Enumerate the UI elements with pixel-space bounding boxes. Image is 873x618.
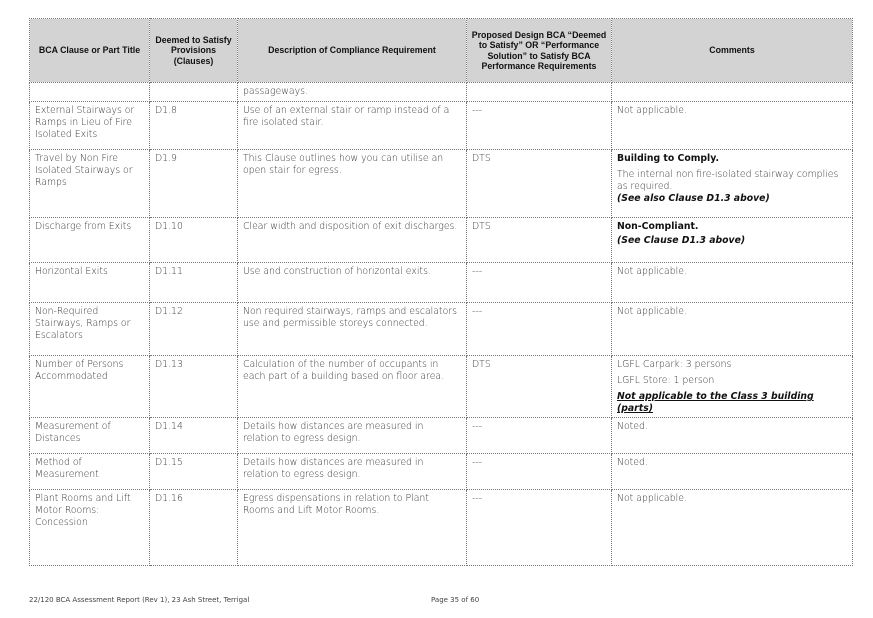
table-header-row [30, 19, 853, 83]
table-cell [612, 83, 853, 102]
clause-number: D1.14 [150, 418, 238, 454]
header-description: Description of Compliance Requirement [238, 19, 467, 83]
clause-title: Horizontal Exits [30, 263, 150, 303]
clause-title: Plant Rooms and Lift Motor Rooms: Concession [30, 490, 150, 566]
bca-compliance-table [29, 18, 853, 566]
proposed-design: DTS [467, 150, 612, 218]
comments-cell [612, 303, 853, 356]
table-row [30, 218, 853, 263]
clause-title: Travel by Non Fire Isolated Stairways or Ramps [30, 150, 150, 218]
continuation-text: passageways. [238, 83, 467, 102]
proposed-design: --- [467, 102, 612, 150]
comment-reference: (See also Clause D1.3 above) [617, 193, 770, 204]
clause-description: Details how distances are measured in relation to egress design. [238, 454, 467, 490]
table-cell [150, 83, 238, 102]
clause-title: Method of Measurement [30, 454, 150, 490]
clause-description: Details how distances are measured in relation to egress design. [238, 418, 467, 454]
clause-title: Non-Required Stairways, Ramps or Escalators [30, 303, 150, 356]
clause-number: D1.10 [150, 218, 238, 263]
table-cell [467, 83, 612, 102]
clause-number: D1.12 [150, 303, 238, 356]
comment-text: Not applicable. [617, 266, 687, 277]
table-cell [30, 83, 150, 102]
comments-cell [612, 218, 853, 263]
clause-title: External Stairways or Ramps in Lieu of Fire Isolated Exits [30, 102, 150, 150]
clause-description: Calculation of the number of occupants in each part of a building based on floor area. [238, 356, 467, 418]
proposed-design: DTS [467, 356, 612, 418]
clause-title: Discharge from Exits [30, 218, 150, 263]
proposed-design: --- [467, 454, 612, 490]
comment-text: Not applicable. [617, 493, 687, 504]
proposed-design: --- [467, 303, 612, 356]
comment-text: Noted. [617, 421, 648, 432]
clause-number: D1.13 [150, 356, 238, 418]
header-comments: Comments [612, 19, 853, 83]
clause-description: Use of an external stair or ramp instead of a fire isolated stair. [238, 102, 467, 150]
comment-note: Not applicable to the Class 3 building (parts) [617, 391, 814, 414]
clause-number: D1.15 [150, 454, 238, 490]
footer-report-reference: 22/120 BCA Assessment Report (Rev 1), 23 Ash Street, Terrigal [29, 596, 250, 604]
clause-number: D1.8 [150, 102, 238, 150]
table-row [30, 263, 853, 303]
clause-description: This Clause outlines how you can utilise an open stair for egress. [238, 150, 467, 218]
proposed-design: --- [467, 418, 612, 454]
comments-cell [612, 102, 853, 150]
comment-text: Not applicable. [617, 105, 687, 116]
table-row [30, 150, 853, 218]
comment-text: Noted. [617, 457, 648, 468]
proposed-design: DTS [467, 218, 612, 263]
table-row [30, 490, 853, 566]
table-row [30, 454, 853, 490]
comments-cell [612, 418, 853, 454]
clause-description: Use and construction of horizontal exits. [238, 263, 467, 303]
comment-text: LGFL Store: 1 person [617, 375, 715, 386]
comment-status: Non-Compliant. [617, 221, 699, 232]
header-clause-title: BCA Clause or Part Title [30, 19, 150, 83]
header-proposed-design: Proposed Design BCA “Deemed to Satisfy” OR “Performance Solution” to Satisfy BCA Performance Requirements [467, 19, 612, 83]
table-row [30, 303, 853, 356]
comments-cell [612, 150, 853, 218]
comment-status: Building to Comply. [617, 153, 719, 164]
footer-page-number: Page 35 of 60 [431, 596, 480, 604]
table-row [30, 102, 853, 150]
comment-text: Not applicable. [617, 306, 687, 317]
clause-number: D1.16 [150, 490, 238, 566]
clause-description: Non required stairways, ramps and escalators use and permissible storeys connected. [238, 303, 467, 356]
comments-cell [612, 490, 853, 566]
table-row [30, 356, 853, 418]
proposed-design: --- [467, 490, 612, 566]
clause-number: D1.9 [150, 150, 238, 218]
clause-description: Clear width and disposition of exit discharges. [238, 218, 467, 263]
comment-text: LGFL Carpark: 3 persons [617, 359, 732, 370]
table-row [30, 418, 853, 454]
comment-reference: (See Clause D1.3 above) [617, 235, 746, 246]
header-dts-clauses: Deemed to Satisfy Provisions (Clauses) [150, 19, 238, 83]
clause-description: Egress dispensations in relation to Plant Rooms and Lift Motor Rooms. [238, 490, 467, 566]
continuation-row [30, 83, 853, 102]
proposed-design: --- [467, 263, 612, 303]
comments-cell [612, 356, 853, 418]
clause-number: D1.11 [150, 263, 238, 303]
clause-title: Number of Persons Accommodated [30, 356, 150, 418]
comments-cell [612, 454, 853, 490]
clause-title: Measurement of Distances [30, 418, 150, 454]
comment-text: The internal non fire-isolated stairway complies as required. [617, 169, 839, 192]
comments-cell [612, 263, 853, 303]
